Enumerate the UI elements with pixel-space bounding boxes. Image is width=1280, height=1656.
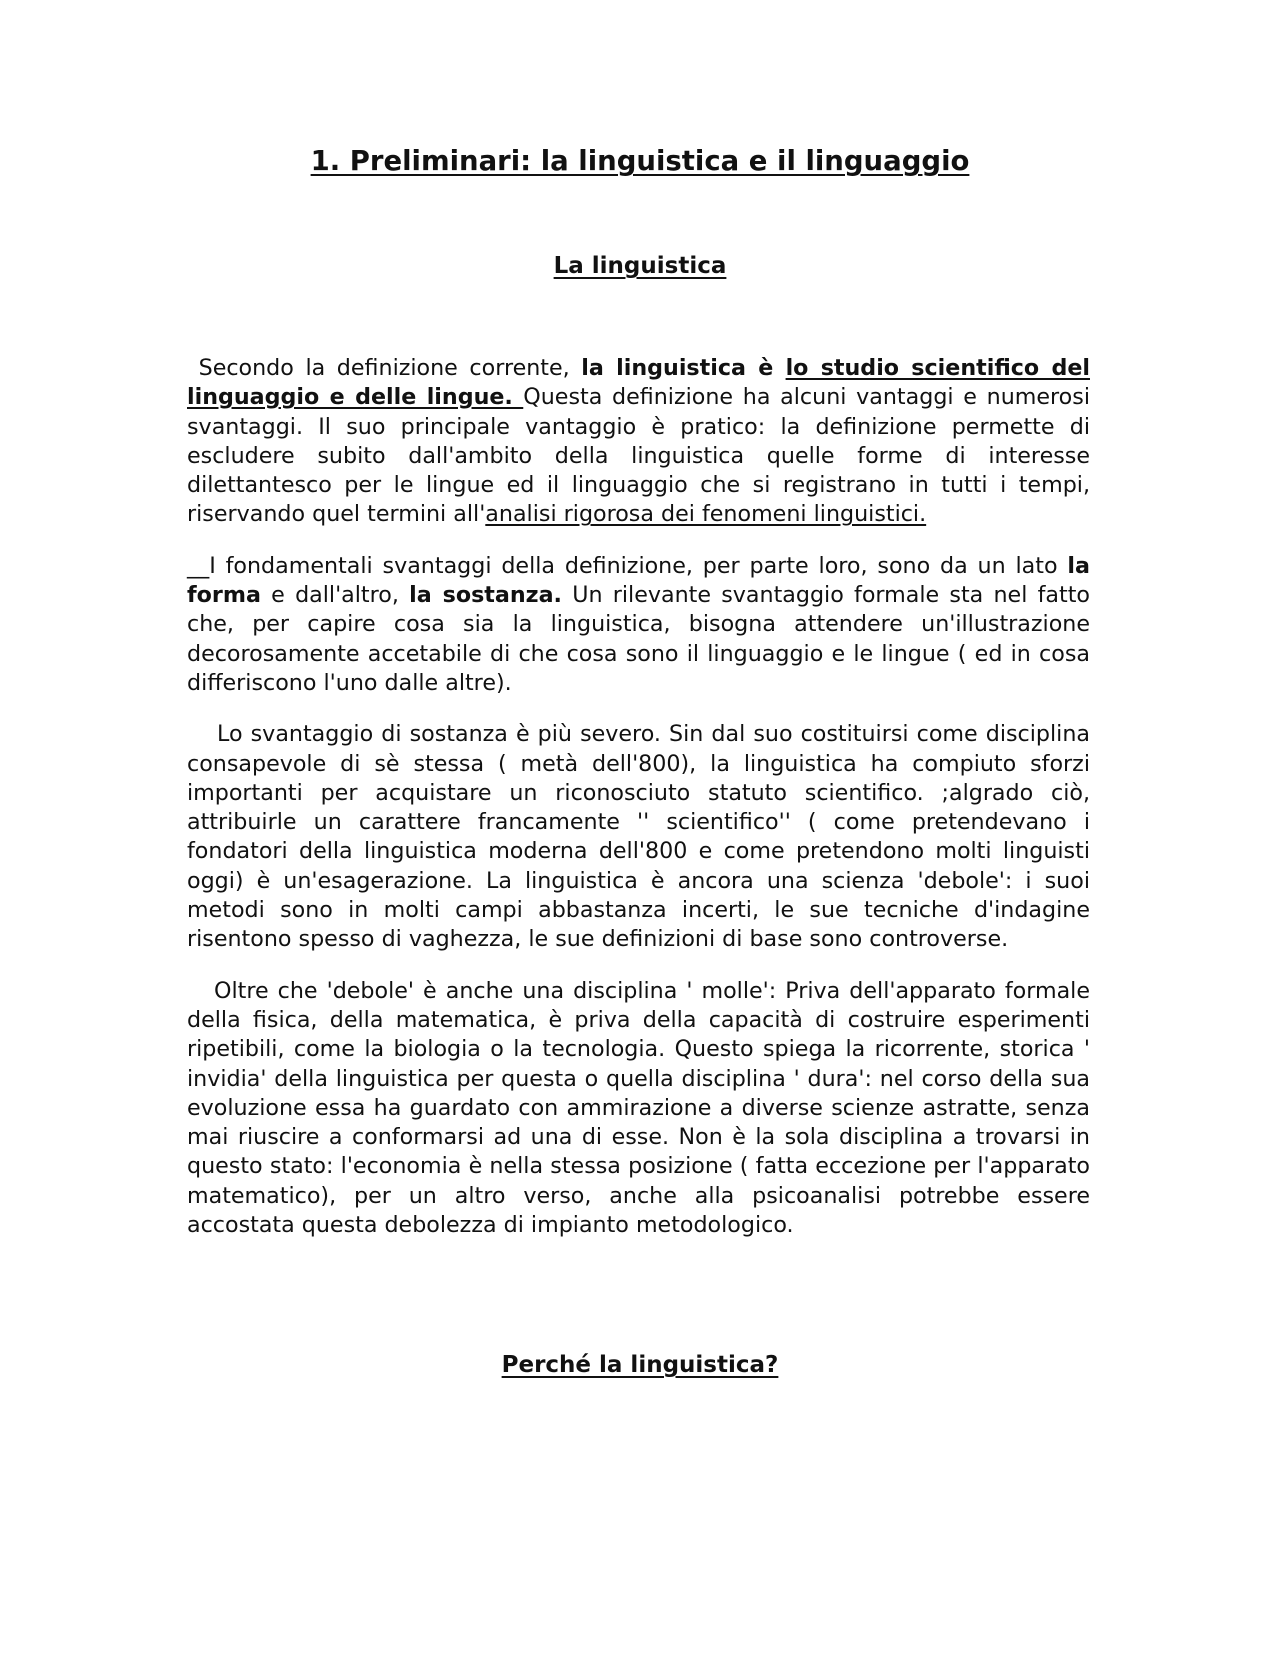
paragraph-1-lead: Secondo la definizione corrente,	[187, 355, 582, 381]
paragraph-1-bold: la linguistica è	[581, 355, 786, 381]
paragraph-1	[187, 354, 1090, 530]
section-heading-perche-la-linguistica	[0, 1352, 1280, 1380]
paragraph-3: Lo svantaggio di sostanza è più severo. Sin dal suo costituirsi come disciplina consapevole di sè stessa ( metà dell'800), la linguistica ha compiuto sforzi importanti per acquistare un riconosciuto statuto scientifico. ;algrado ciò, attribuirle un carattere francamente '' scientifico'' ( come pretendevano i fondatori della linguistica moderna dell'800 e come pretendono molti linguisti oggi) è un'esagerazione. La linguistica è ancora una scienza 'debole': i suoi metodi sono in molti campi abbastanza incerti, le sue tecniche d'indagine risentono spesso di vaghezza, le sue definizioni di base sono controverse.	[187, 721, 1090, 953]
paragraph-1-underlined-tail: analisi rigorosa dei fenomeni linguistici.	[485, 501, 927, 528]
document-title-text: 1. Preliminari: la linguistica e il linguaggio	[310, 145, 970, 177]
section-heading-la-linguistica	[0, 253, 1280, 281]
paragraph-2-lead-mark: __	[187, 552, 210, 579]
paragraph-1-bold-underlined: lo studio scientifico del linguaggio e delle lingue.	[187, 355, 1090, 411]
paragraph-2	[187, 552, 1090, 698]
document-title	[0, 145, 1280, 178]
paragraph-2-bold-2: la sostanza.	[409, 582, 562, 609]
paragraph-2-text-1: I fondamentali svantaggi della definizione, per parte loro, sono da un lato	[209, 552, 1068, 579]
paragraph-2-bold-1: la forma	[187, 552, 1090, 609]
document-body	[187, 354, 1090, 1262]
section-heading-2-text: Perché la linguistica?	[501, 1352, 779, 1378]
paragraph-1-rest: Questa definizione ha alcuni vantaggi e numerosi svantaggi. Il suo principale vantaggio è pratico: la definizione permette di escludere subito dall'ambito della linguistica quelle forme di interesse dilettantesco per le lingue ed il linguaggio che si registrano in tutti i tempi, riservando quel termini all'	[187, 384, 1090, 528]
paragraph-2-text-2: e dall'altro,	[260, 582, 410, 609]
section-heading-text: La linguistica	[553, 253, 727, 279]
paragraph-4: Oltre che 'debole' è anche una disciplina ' molle': Priva dell'apparato formale della fisica, della matematica, è priva della capacità di costruire esperimenti ripetibili, come la biologia o la tecnologia. Questo spiega la ricorrente, storica ' invidia' della linguistica per questa o quella disciplina ' dura': nel corso della sua evoluzione essa ha guardato con ammirazione a diverse scienze astratte, senza mai riuscire a conformarsi ad una di esse. Non è la sola disciplina a trovarsi in questo stato: l'economia è nella stessa posizione ( fatta eccezione per l'apparato matematico), per un altro verso, anche alla psicoanalisi potrebbe essere accostata questa debolezza di impianto metodologico.	[187, 977, 1090, 1239]
paragraph-2-text-3: Un rilevante svantaggio formale sta nel fatto che, per capire cosa sia la linguistica, bisogna attendere un'illustrazione decorosamente accetabile di che cosa sono il linguaggio e le lingue ( ed in cosa differiscono l'uno dalle altre).	[187, 582, 1090, 696]
